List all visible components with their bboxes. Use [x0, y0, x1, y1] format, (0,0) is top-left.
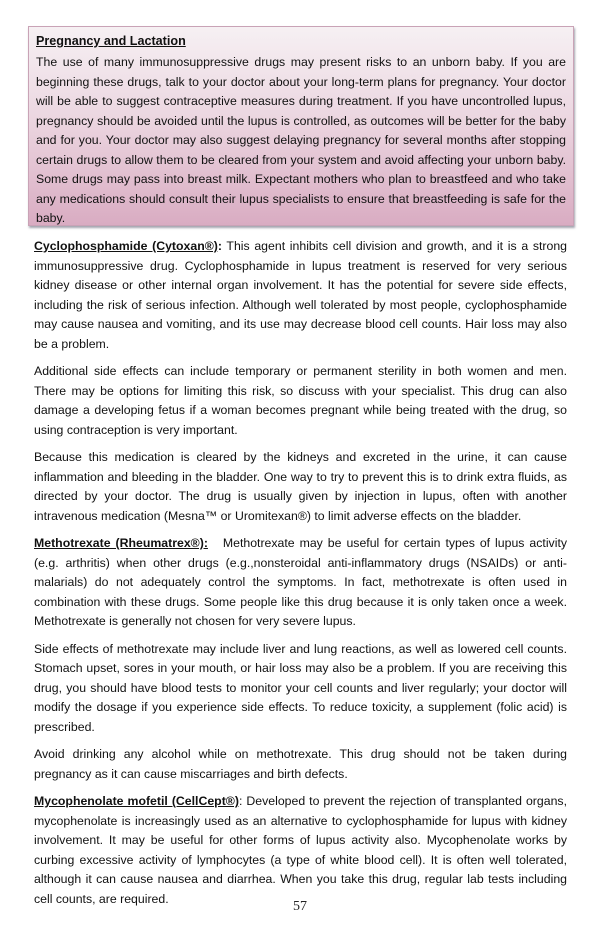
- mycophenolate-intro: [34, 792, 567, 909]
- term-colon: :: [217, 239, 222, 253]
- main-body: [34, 237, 571, 917]
- cyclophosphamide-intro: [34, 237, 567, 354]
- cyclophosphamide-term: Cyclophosphamide (Cytoxan®): [34, 239, 218, 253]
- pregnancy-lactation-callout: [28, 26, 574, 226]
- cyclophosphamide-bladder: Because this medication is cleared by the kidneys and excreted in the urine, it can cause inflammation and bleeding in the bladder. One way to try to prevent this is to drink extra fluids, as directed by your doctor. The drug is usually given by injection in lupus, often with another intravenous medication (Mesna™ or Uromitexan®) to limit adverse effects on the bladder.: [34, 450, 567, 523]
- mycophenolate-text: Developed to prevent the rejection of transplanted organs, mycophenolate is increasingly used as an alternative to cyclophosphamide for lupus with kidney involvement. It may be useful for other forms of lupus activity also. Mycophenolate works by curbing excessive activity of lymphocytes (a type of white blood cell). It is often well tolerated, although it can cause nausea and diarrhea. When you take this drug, regular lab tests including cell counts, are required.: [34, 794, 567, 906]
- callout-title: Pregnancy and Lactation: [36, 34, 186, 48]
- mycophenolate-term: Mycophenolate mofetil (CellCept®): [34, 794, 239, 808]
- methotrexate-term: Methotrexate (Rheumatrex®):: [34, 536, 208, 550]
- callout-text: The use of many immunosuppressive drugs may present risks to an unborn baby. If you are beginning these drugs, talk to your doctor about your long-term plans for pregnancy. Your doctor will be able to suggest contraceptive measures during treatment. If you have uncontrolled lupus, pregnancy should be avoided until the lupus is controlled, as outcomes will be better for the baby and for you. Your doctor may also suggest delaying pregnancy for several months after stopping certain drugs to allow them to be cleared from your system and avoid affecting your unborn baby. Some drugs may pass into breast milk. Expectant mothers who plan to breastfeed and who take any medications should consult their lupus specialists to ensure that breastfeeding is safe for the baby.: [36, 55, 566, 225]
- methotrexate-alcohol-warning: Avoid drinking any alcohol while on methotrexate. This drug should not be taken during pregnancy as it can cause miscarriages and birth defects.: [34, 747, 567, 781]
- methotrexate-side-effects: Side effects of methotrexate may include liver and lung reactions, as well as lowered cell counts. Stomach upset, sores in your mouth, or hair loss may also be a problem. If you are receiving this drug, you should have blood tests to monitor your cell counts and liver regularly; your doctor will modify the dosage if you experience side effects. To reduce toxicity, a supplement (folic acid) is prescribed.: [34, 641, 567, 734]
- methotrexate-intro: [34, 534, 571, 632]
- term-colon: :: [238, 794, 243, 808]
- cyclophosphamide-text: This agent inhibits cell division and growth, and it is a strong immunosuppressive drug. Cyclophosphamide in lupus treatment is reserved for very serious kidney disease or other internal organ involvement. It has the potential for severe side effects, including the risk of serious infection. Although well tolerated by most people, cyclophosphamide may cause nausea and vomiting, and its use may decrease blood cell counts. Hair loss may also be a problem.: [34, 239, 568, 351]
- page-number: 57: [293, 899, 307, 914]
- methotrexate-text: Methotrexate may be useful for certain types of lupus activity (e.g. arthritis) when other drugs (e.g.,nonsteroidal anti-inflammatory drugs (NSAIDs) or anti-malarials) do not adequately control the symptoms. In fact, methotrexate is often used in combination with these drugs. Some people like this drug because it is only taken once a week. Methotrexate is generally not chosen for very severe lupus.: [34, 536, 571, 628]
- cyclophosphamide-side-effects: Additional side effects can include temporary or permanent sterility in both women and men. There may be options for limiting this risk, so discuss with your specialist. This drug can also damage a developing fetus if a woman becomes pregnant while being treated with the drug, so using contraception is very important.: [34, 364, 567, 437]
